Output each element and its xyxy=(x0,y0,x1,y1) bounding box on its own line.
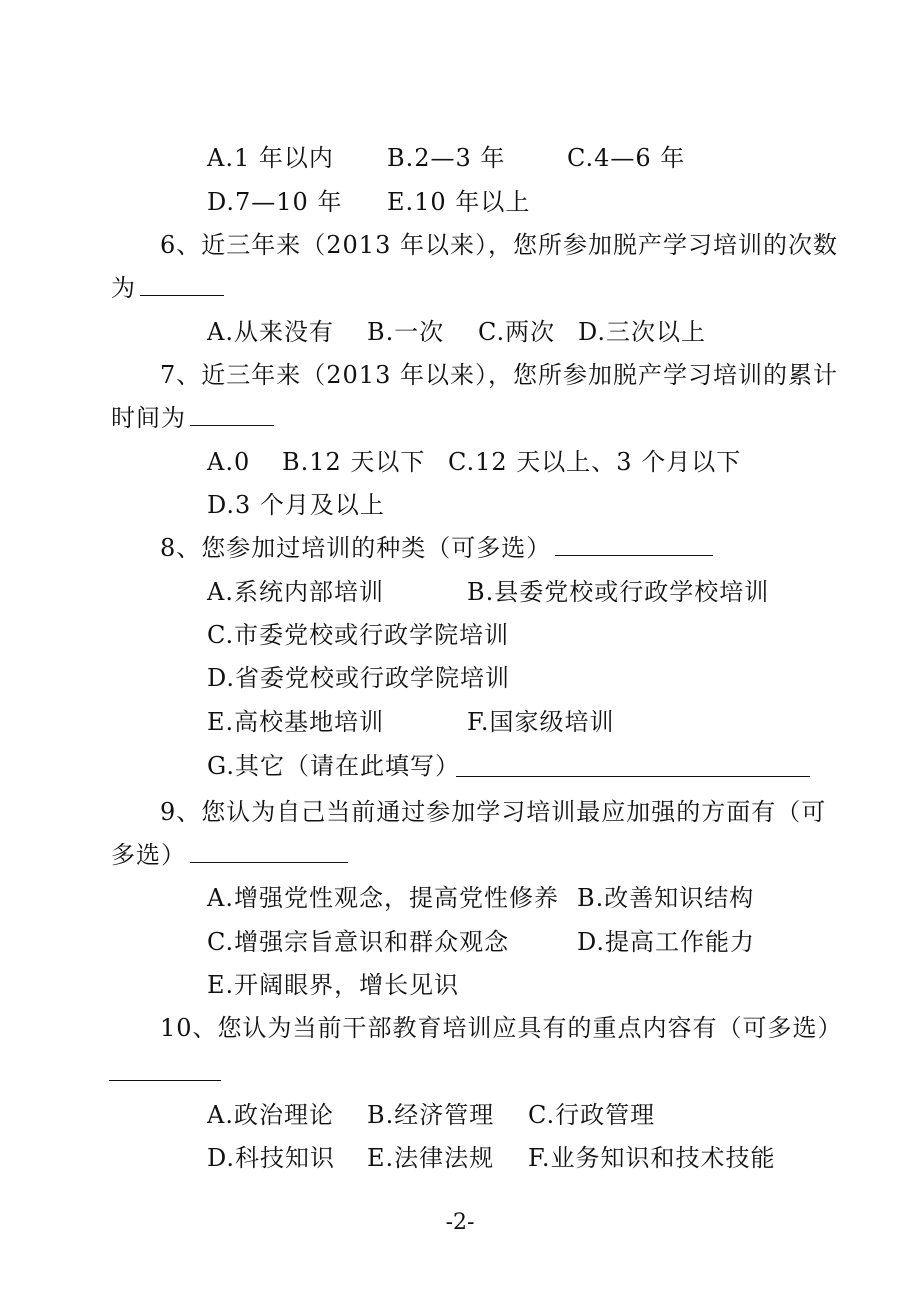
q8-option-g: G.其它（请在此填写） xyxy=(207,752,460,780)
q6-question-line1: 6、近三年来（2013 年以来），您所参加脱产学习培训的次数 xyxy=(160,231,838,259)
q7-question-line2 xyxy=(111,403,274,433)
q7-question-line1: 7、近三年来（2013 年以来），您所参加脱产学习培训的累计 xyxy=(160,361,838,389)
q8-question-text: 8、您参加过培训的种类（可多选） xyxy=(160,534,552,562)
q10-option-d: D.科技知识 xyxy=(207,1144,336,1172)
page-number: -2- xyxy=(445,1210,475,1235)
q10-option-e: E.法律法规 xyxy=(367,1144,495,1172)
q8-option-a: A.系统内部培训 xyxy=(207,578,384,606)
q9-question-line2 xyxy=(111,840,348,870)
q7-option-c: C.12 天以上、3 个月以下 xyxy=(448,448,742,476)
q9-question-prefix: 多选） xyxy=(111,841,186,869)
q6-option-d: D.三次以上 xyxy=(578,318,707,346)
q10-option-a: A.政治理论 xyxy=(207,1101,334,1129)
q5-option-c: C.4—6 年 xyxy=(567,144,686,172)
q7-question-prefix: 时间为 xyxy=(111,404,186,432)
q10-question: 10、您认为当前干部教育培训应具有的重点内容有（可多选） xyxy=(160,1014,843,1042)
q7-option-d: D.3 个月及以上 xyxy=(207,491,385,519)
q9-option-e: E.开阔眼界，增长见识 xyxy=(207,971,460,999)
q6-option-b: B.一次 xyxy=(367,318,445,346)
q8-answer-blank[interactable] xyxy=(555,533,713,556)
q8-question xyxy=(160,533,713,563)
q8-other-fill-blank[interactable] xyxy=(456,751,810,777)
q6-question-prefix: 为 xyxy=(111,274,136,302)
q8-option-e: E.高校基地培训 xyxy=(207,708,385,736)
q9-option-c: C.增强宗旨意识和群众观念 xyxy=(207,928,510,956)
q5-option-a: A.1 年以内 xyxy=(207,144,334,172)
q8-option-f: F.国家级培训 xyxy=(467,708,615,736)
q7-answer-blank[interactable] xyxy=(190,403,274,426)
q9-option-b: B.改善知识结构 xyxy=(577,884,755,912)
q6-option-c: C.两次 xyxy=(478,318,556,346)
q10-option-c: C.行政管理 xyxy=(528,1101,656,1129)
q6-option-a: A.从来没有 xyxy=(207,318,334,346)
q7-option-b: B.12 天以下 xyxy=(282,448,426,476)
q5-option-e: E.10 年以上 xyxy=(387,188,531,216)
q5-option-b: B.2—3 年 xyxy=(387,144,506,172)
q9-option-d: D.提高工作能力 xyxy=(577,928,756,956)
q9-answer-blank[interactable] xyxy=(190,840,348,863)
q10-option-f: F.业务知识和技术技能 xyxy=(528,1144,776,1172)
q8-option-d: D.省委党校或行政学院培训 xyxy=(207,664,511,692)
q9-option-a: A.增强党性观念，提高党性修养 xyxy=(207,884,559,912)
q6-question-line2 xyxy=(111,273,224,303)
q5-option-d: D.7—10 年 xyxy=(207,188,343,216)
q10-answer-blank[interactable] xyxy=(109,1055,221,1081)
q6-answer-blank[interactable] xyxy=(140,273,224,296)
q7-option-a: A.0 xyxy=(207,448,251,476)
q10-option-b: B.经济管理 xyxy=(367,1101,495,1129)
q9-question-line1: 9、您认为自己当前通过参加学习培训最应加强的方面有（可 xyxy=(160,798,827,826)
q8-option-b: B.县委党校或行政学校培训 xyxy=(467,578,770,606)
q8-option-c: C.市委党校或行政学院培训 xyxy=(207,621,510,649)
